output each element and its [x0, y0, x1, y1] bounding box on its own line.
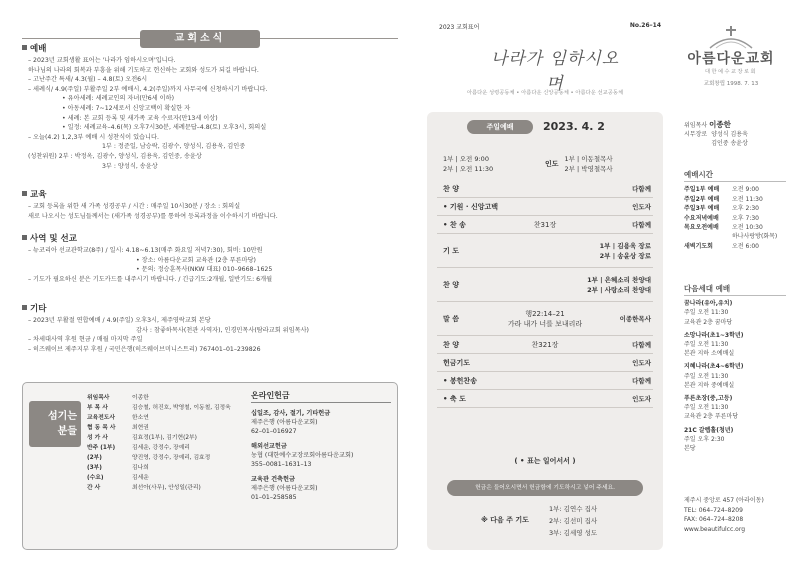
pastor-label: 위임목사: [684, 122, 708, 129]
next-week-prayer-item: 2부: 김선미 집사: [549, 517, 598, 525]
bulletin-header: [427, 22, 663, 102]
offering-note: 헌금은 들어오시면서 헌금함에 기도하시고 넣어 주세요.: [447, 480, 643, 496]
order-person: [587, 275, 651, 295]
order-row: [437, 268, 653, 302]
staff-names: 이종한: [132, 395, 149, 401]
offering-account: [251, 442, 391, 469]
staff-row: [87, 453, 241, 463]
pastor-name: 이종한: [709, 120, 731, 129]
church-logo: [676, 22, 786, 87]
staff-names: 최선아(사무), 안성일(관리): [132, 485, 201, 491]
order-person-line: 인도자: [632, 203, 651, 211]
worship-name: 주일3부 예배: [684, 205, 720, 213]
service-time: 2부 | 오전 11:30: [443, 165, 494, 173]
church-logo-icon: [706, 24, 756, 50]
news-line: • 장소: 아름다운교회 교육관 (2층 푸른마당): [136, 256, 256, 264]
worship-time: 오전 6:00: [732, 242, 759, 250]
service-time: 1부 | 오전 9:00: [443, 155, 489, 163]
account-number: 355–0081–1631–13: [251, 461, 312, 468]
order-item: 찬 양: [443, 185, 459, 193]
elders-label: 시무장로: [684, 131, 708, 138]
order-item: • 봉헌찬송: [443, 377, 477, 385]
staff-title-line: 섬기는: [48, 411, 77, 422]
news-line: 1부 : 정준일, 남승락, 김광수, 양성식, 김용욱, 김인중: [102, 143, 246, 151]
worship-times: [684, 170, 786, 251]
elders: 김인중 송윤상: [711, 140, 748, 147]
order-row: [437, 198, 653, 216]
order-person-line: 다함께: [632, 341, 651, 349]
group-time: 주일 오전 11:30: [684, 309, 729, 317]
stand-note: ( • 표는 일어서서 ): [514, 457, 576, 465]
offering-account: [251, 409, 391, 436]
ministries: 아름다운 성령공동체 • 아름다운 신앙공동체 • 아름다운 선교공동체: [466, 90, 624, 96]
group-location: 교육관 2층 꿈마당: [684, 318, 733, 326]
staff-names: 김세운, 강정수, 장예리: [132, 445, 190, 451]
section-title-text: 사역 및 선교: [30, 234, 77, 244]
section-bullet-icon: [22, 235, 27, 240]
news-section: [22, 234, 398, 284]
church-address: [684, 496, 786, 534]
offering-type: 해외선교헌금: [251, 443, 287, 450]
next-gen-group: [684, 362, 786, 390]
worship-name: 목요오전예배: [684, 224, 719, 232]
order-item: • 기원 · 신앙고백: [443, 203, 499, 211]
church-news-panel: [22, 14, 398, 554]
staff-names: 김효정(1부), 김기현(2부): [132, 435, 197, 441]
section-title-text: 기타: [30, 304, 47, 314]
order-row: [437, 180, 653, 198]
news-line: • 일정: 세례교육–4.6(목) 오후7시30분, 세례문답–4.8(토) 오후3시, 회의실: [62, 124, 267, 132]
staff-list: [87, 393, 241, 493]
fax: FAX: 064–724–8208: [684, 516, 744, 523]
worship-name: 새벽기도회: [684, 242, 713, 250]
staff-names: 양진영, 강정수, 장예리, 김효정: [132, 455, 211, 461]
section-title: [22, 190, 398, 201]
worship-row: [684, 185, 786, 194]
service-title: 주일예배: [467, 120, 533, 134]
worship-row: [684, 242, 786, 251]
news-line: – 교회 등록을 위한 새 가족 성경공부 / 시간 : 매주일 10시30분 / 장소 : 회의실: [28, 203, 241, 210]
order-item: 헌금기도: [443, 359, 471, 367]
staff-names: 한소연: [132, 415, 149, 421]
order-person: [600, 241, 651, 261]
leader-label: 인도: [545, 160, 559, 168]
staff-row: [87, 423, 241, 433]
group-name: 소망나라(초1~3학년): [684, 331, 744, 339]
order-person-line: 인도자: [632, 395, 651, 403]
account-number: 01–01–258585: [251, 494, 297, 501]
news-line: 하나님의 나라의 회복과 부흥을 위해 기도하고 헌신하는 교회와 성도가 되길 바랍니다.: [28, 66, 259, 74]
service-times: [443, 154, 493, 174]
address-line: 제주시 중앙로 457 (아라이동): [684, 497, 764, 504]
bulletin-number: No.26–14: [629, 22, 661, 29]
news-line: – 세례식/ 4.9(주일) 부활주일 2부 예배시, 4.2(주일)까지 사무국에 신청하시기 바랍니다.: [28, 85, 268, 93]
news-line: – 차세대사역 후원 현금 / 매월 마지막 주일: [28, 336, 143, 344]
order-of-service: [437, 180, 653, 408]
order-content-line: 가라 내가 너를 보내리라: [507, 320, 583, 328]
denomination: 대한예수교장로회: [704, 69, 758, 75]
next-week-prayer-item: 3부: 김세영 성도: [549, 529, 598, 537]
worship-order-panel: [427, 22, 663, 552]
staff-names: 최현권: [132, 425, 149, 431]
church-name: 아름다운교회: [687, 51, 775, 67]
news-line: – 뉴코리아 선교관학교(8주) / 일시: 4.18~6.13(매주 화요일 저녁7:30), 회비: 10만원: [28, 247, 263, 254]
bank-name: 제주은행 (아름다운교회): [251, 485, 318, 492]
staff-role: 협 동 목 사: [87, 425, 116, 431]
next-week-label: ※ 다음 주 기도: [481, 516, 529, 524]
staff-row: [87, 413, 241, 423]
news-line: (성찬위원) 2부 : 박정옥, 김광수, 양성식, 김용욱, 김인중, 송윤상: [28, 152, 202, 160]
staff-row: [87, 463, 241, 473]
order-person: [632, 184, 651, 194]
phone: TEL: 064–724–8209: [684, 506, 743, 514]
group-name: 지혜나라(초4~6학년): [684, 363, 744, 371]
order-person-line: 1부 | 은혜소리 찬양대: [587, 276, 651, 284]
group-name: 푸른초장(중,고등): [684, 395, 733, 403]
account-number: 62–01–016927: [251, 428, 297, 435]
order-person-line: 이종한목사: [619, 315, 651, 323]
order-person-line: 2부 | 송윤상 장로: [599, 252, 651, 260]
order-person-line: 2부 | 사랑소리 찬양대: [587, 286, 651, 294]
next-week-prayer-item: 1부: 김연수 집사: [549, 505, 598, 513]
order-person: [632, 340, 651, 350]
news-line: – 2023년 교회생활 표어는 '나라가 임하시오며'입니다.: [28, 57, 176, 64]
bank-name: 농협 (대한예수교장로회아름다운교회): [251, 452, 354, 459]
news-line: – 2023년 부활절 연합예배 / 4.9(주일) 오후3시, 제주영락교회 본당: [28, 317, 211, 324]
online-offering: [251, 391, 391, 508]
group-location: 본당: [684, 445, 696, 453]
news-line: • 유아세례: 세례교인의 자녀(만6세 이하): [62, 95, 175, 103]
staff-role: (3부): [87, 465, 102, 471]
order-row: [437, 354, 653, 372]
section-title: [22, 44, 398, 55]
church-info-panel: [676, 22, 786, 552]
order-person: [632, 220, 651, 230]
news-line: • 아동세례: 7~12세로서 신앙고백이 확실한 자: [62, 104, 191, 112]
staff-role: 부 목 사: [87, 405, 108, 411]
worship-time: 오전 11:30: [732, 195, 763, 203]
section-bullet-icon: [22, 45, 27, 50]
news-line: – 기도가 필요하신 분은 기도카드를 내주시기 바랍니다. / 긴급기도:2개월, 일반기도: 6개월: [28, 275, 273, 283]
founded-date: 교회창립 1998. 7. 13: [703, 81, 759, 87]
next-gen-title: 다음세대 예배: [684, 284, 786, 296]
next-gen-worship: [684, 284, 786, 457]
staff-title: [29, 401, 81, 447]
worship-name: 수요저녁예배: [684, 214, 719, 222]
news-section: [22, 304, 398, 354]
news-section: [22, 190, 398, 221]
staff-role: 성 가 사: [87, 435, 108, 441]
bank-name: 제주은행 (아름다운교회): [251, 419, 318, 426]
order-person-line: 인도자: [632, 359, 651, 367]
leader: 2부 | 박영철목사: [564, 165, 613, 173]
worship-row: [684, 214, 786, 223]
section-title: [22, 234, 398, 245]
order-row: [437, 372, 653, 390]
staff-row: [87, 443, 241, 453]
staff-role: 위임목사: [87, 395, 110, 401]
order-person: [632, 358, 651, 368]
staff-row: [87, 403, 241, 413]
leader: 1부 | 이동철목사: [564, 155, 613, 163]
staff-role: 반주 (1부): [87, 445, 116, 451]
order-item: • 찬 송: [443, 221, 466, 229]
worship-time: 오후 7:30: [732, 214, 759, 222]
order-item: 기 도: [443, 247, 459, 255]
staff-title-line: 분들: [57, 426, 77, 437]
order-content-line: 찬321장: [531, 341, 559, 349]
next-gen-group: [684, 299, 786, 327]
news-line: 새로 나오시는 성도님들께서는 (새가족 성경공부)를 통하여 등록과정을 이수하시기 바랍니다.: [28, 212, 278, 220]
service-box: [427, 112, 663, 550]
service-leaders: [545, 154, 613, 174]
order-item: • 축 도: [443, 395, 466, 403]
worship-times-title: 예배시간: [684, 170, 786, 182]
next-gen-group: [684, 426, 786, 454]
group-location: 본관 지하 소예배실: [684, 350, 735, 358]
order-person-line: 다함께: [632, 185, 651, 193]
next-gen-group: [684, 394, 786, 422]
order-person-line: 다함께: [632, 377, 651, 385]
worship-time: 오전 10:30: [732, 224, 763, 232]
offering-account: [251, 475, 391, 502]
worship-row: [684, 204, 786, 213]
section-title-text: 예배: [30, 44, 47, 54]
order-row: [437, 234, 653, 268]
news-line: – 오늘(4.2) 1,2,3부 예배 시 성찬식이 있습니다.: [28, 133, 159, 141]
group-location: 본관 지하 중예배실: [684, 381, 735, 389]
order-person-line: 1부 | 김용욱 장로: [599, 242, 651, 250]
group-time: 주일 오전 11:30: [684, 341, 729, 349]
motto: 나라가 임하시오며: [490, 49, 620, 94]
order-row: [437, 302, 653, 336]
staff-row: [87, 393, 241, 403]
website-link[interactable]: www.beautifulcc.org: [684, 525, 746, 533]
order-person: [632, 202, 651, 212]
staff-row: [87, 433, 241, 443]
group-time: 주일 오전 11:30: [684, 404, 729, 412]
staff-role: 간 사: [87, 485, 101, 491]
worship-name: 주일1부 예배: [684, 186, 720, 194]
offering-type: 교육관 건축헌금: [251, 476, 295, 483]
order-item: 말 씀: [443, 315, 459, 323]
staff-box: [22, 382, 398, 550]
staff-row: [87, 483, 241, 493]
worship-time: 오후 2:30: [732, 205, 759, 213]
worship-row: [684, 232, 786, 241]
staff-role: (수요): [87, 475, 104, 481]
pastors: [684, 120, 786, 148]
order-content-line: 찬31장: [533, 221, 557, 229]
order-person-line: 다함께: [632, 221, 651, 229]
offering-type: 십일조, 감사, 절기, 기타헌금: [251, 410, 331, 417]
order-item: 찬 양: [443, 341, 459, 349]
order-content-line: 행22:14–21: [525, 310, 565, 318]
group-name: 21C 갈렙홀(청년): [684, 426, 734, 434]
staff-row: [87, 473, 241, 483]
order-person: [620, 314, 651, 324]
worship-row: [684, 195, 786, 204]
section-title: [22, 304, 398, 315]
news-line: – 고난주간 특새/ 4.3(월) – 4.8(토) 오전6시: [28, 76, 148, 84]
online-offering-title: 온라인헌금: [251, 391, 391, 403]
staff-names: 김세운: [132, 475, 149, 481]
news-line: 감사 : 참좋하목사(천관 사역자), 인경민목사(탐라교회 위임목사): [136, 326, 309, 334]
news-line: • 세례: 본 교회 등록 및 새가족 교육 수료자(만13세 이상): [62, 114, 218, 122]
staff-role: (2부): [87, 455, 102, 461]
motto-label: 2023 교회표어: [439, 24, 480, 31]
order-row: [437, 336, 653, 354]
elders: 양성식 김용욱: [711, 131, 748, 138]
next-gen-group: [684, 331, 786, 359]
order-person: [632, 376, 651, 386]
staff-role: 교육전도사: [87, 415, 115, 421]
church-news-header: 교회소식: [140, 30, 260, 48]
order-row: [437, 390, 653, 408]
worship-row: [684, 223, 786, 232]
group-location: 교육관 2층 푸른마당: [684, 413, 739, 421]
order-row: [437, 216, 653, 234]
order-person: [632, 394, 651, 404]
section-bullet-icon: [22, 191, 27, 196]
group-name: 꿈나라(유아,유치): [684, 300, 733, 308]
worship-time: 하나사랑방(화목): [732, 233, 778, 241]
section-title-text: 교육: [30, 190, 47, 200]
order-content: [437, 340, 653, 350]
staff-names: 김나희: [132, 465, 149, 471]
news-section: [22, 44, 398, 171]
group-time: 주일 오후 2:30: [684, 435, 725, 443]
news-line: 3부 : 양성식, 송윤상: [102, 162, 158, 170]
service-date: 2023. 4. 2: [543, 120, 605, 133]
order-item: 찬 양: [443, 281, 459, 289]
news-line: – 히즈웨이브 제주지부 후원 / 국민은행(히즈웨이브미니스트리) 767401–01–239826: [28, 345, 261, 353]
news-line: • 문의: 정승훈목사(NKW 대표) 010–9668–1625: [136, 266, 273, 274]
section-bullet-icon: [22, 305, 27, 310]
group-time: 주일 오전 11:30: [684, 372, 729, 380]
worship-time: 오전 9:00: [732, 186, 759, 194]
order-content: [437, 220, 653, 230]
worship-name: 주일2부 예배: [684, 195, 720, 203]
staff-names: 김승철, 허진호, 박영철, 이동철, 김정욱: [132, 405, 231, 411]
